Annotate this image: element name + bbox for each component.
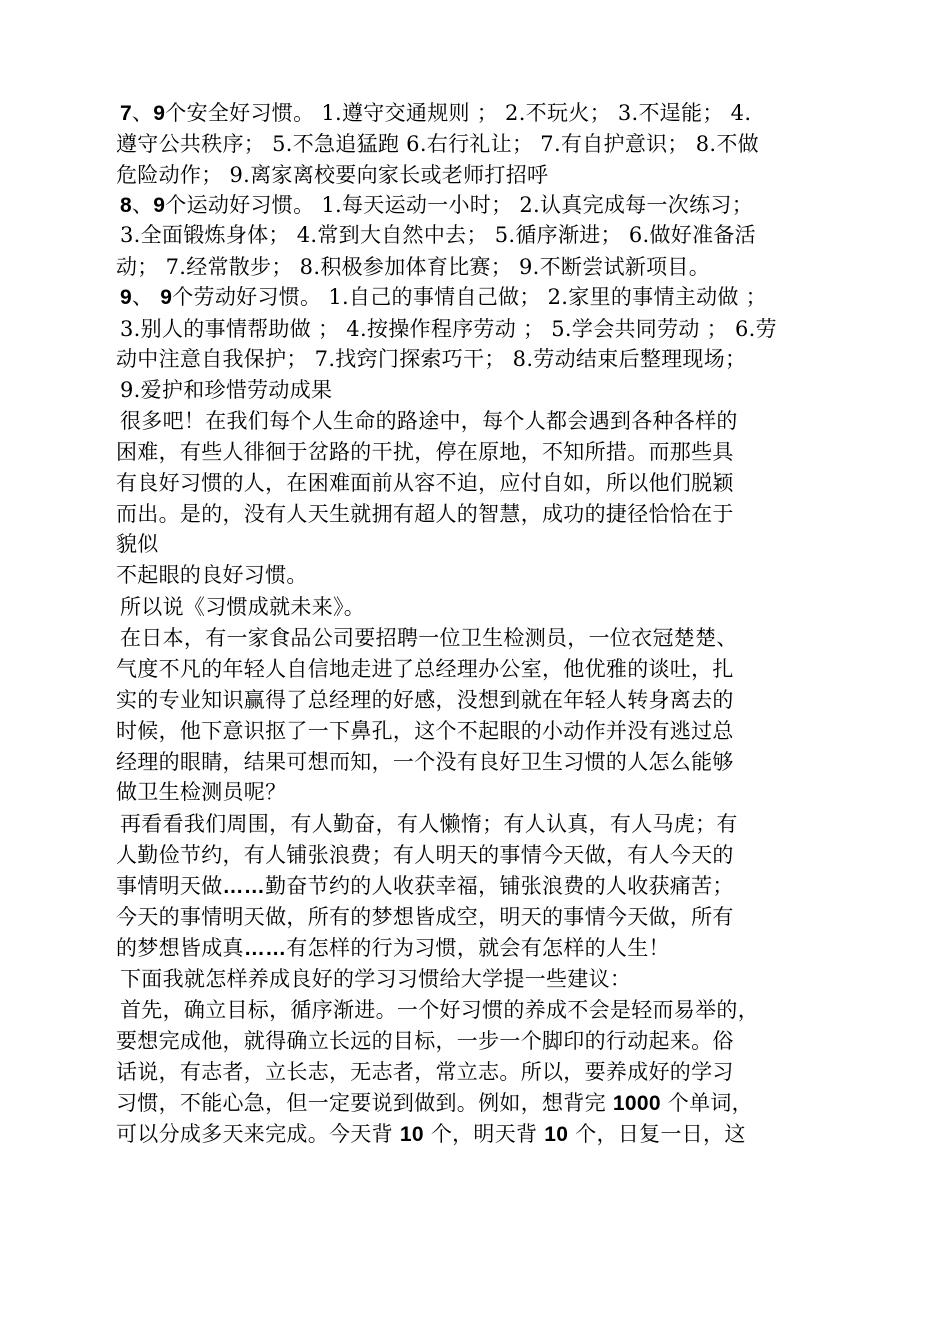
text-line <box>120 312 777 346</box>
text-segment: 事情明天做 <box>116 874 223 898</box>
text-segment: 不起眼的良好习惯。 <box>116 563 308 587</box>
text-segment: 很多吧！在我们每个人生命的路途中，每个人都会遇到各种各样的 <box>120 409 738 433</box>
text-line <box>120 807 738 841</box>
text-segment: 经理的眼睛，结果可想而知，一个没有良好卫生习惯的人怎么能够 <box>116 750 734 774</box>
text-line <box>116 900 734 934</box>
text-segment: 3.全面锻炼身体； 4.常到大自然中去； 5.循序渐进； 6.做好准备活 <box>120 223 756 247</box>
bold-text: …… <box>243 937 287 960</box>
text-line <box>116 683 734 717</box>
text-line <box>116 714 734 748</box>
text-segment: 有良好习惯的人，在困难面前从容不迫，应付自如，所以他们脱颖 <box>116 471 734 495</box>
text-segment: 困难，有些人徘徊于岔路的干扰，停在原地，不知所措。而那些具 <box>116 440 734 464</box>
text-line <box>116 466 734 500</box>
text-line <box>116 527 159 561</box>
text-segment: 习惯，不能心急，但一定要说到做到。例如，想背完 <box>116 1091 613 1115</box>
text-segment: 再看看我们周围，有人勤奋，有人懒惰；有人认真，有人马虎；有 <box>120 812 738 836</box>
text-line <box>120 993 759 1027</box>
text-line <box>120 96 751 130</box>
text-segment: 、 <box>131 101 154 125</box>
text-line <box>116 838 734 872</box>
text-line <box>116 342 746 376</box>
text-segment: 实的专业知识赢得了总经理的好感，没想到就在年轻人转身离去的 <box>116 688 734 712</box>
text-line <box>116 1024 734 1058</box>
text-segment: 3.别人的事情帮助做 ； 4.按操作程序劳动 ； 5.学会共同劳动 ； 6.劳 <box>120 317 777 341</box>
text-line <box>116 652 734 686</box>
text-segment: 人勤俭节约，有人铺张浪费；有人明天的事情今天做，有人今天的 <box>116 843 734 867</box>
text-segment: 个安全好习惯。 1.遵守交通规则 ； 2.不玩火； 3.不逞能； 4. <box>165 101 752 125</box>
bold-text: 7 <box>120 102 132 125</box>
text-segment: 所以说《习惯成就未来》。 <box>120 595 366 619</box>
bold-text: 9 <box>153 102 166 125</box>
text-line <box>116 775 286 809</box>
text-segment: 9.爱护和珍惜劳动成果 <box>120 378 333 402</box>
text-segment: 貌似 <box>116 532 159 556</box>
text-segment: 今天的事情明天做，所有的梦想皆成空，明天的事情今天做，所有 <box>116 905 734 929</box>
text-segment: 可以分成多天来完成。今天背 <box>116 1122 400 1146</box>
text-line <box>116 745 734 779</box>
text-segment: 个，明天背 <box>423 1122 545 1146</box>
bold-text: 10 <box>544 1123 569 1146</box>
text-line <box>116 435 734 469</box>
text-line <box>120 188 753 222</box>
text-line <box>116 558 308 592</box>
text-segment: 个，日复一日，这 <box>568 1122 746 1146</box>
text-segment: 个单词， <box>660 1091 753 1115</box>
text-segment: 动中注意自我保护； 7.找窍门探索巧干； 8.劳动结束后整理现场； <box>116 347 747 371</box>
bold-text: 9 <box>120 286 132 309</box>
text-segment: 勤奋节约的人收获幸福，铺张浪费的人收获痛苦； <box>265 874 734 898</box>
text-line <box>120 404 738 438</box>
text-line <box>116 1086 753 1120</box>
bold-text: 10 <box>399 1123 424 1146</box>
text-segment: 个劳动好习惯。 1.自己的事情自己做； 2.家里的事情主动做 ； <box>172 285 767 309</box>
text-segment: 动； 7.经常散步； 8.积极参加体育比赛； 9.不断尝试新项目。 <box>116 255 711 279</box>
text-segment: 要想完成他，就得确立长远的目标，一步一个脚印的行动起来。俗 <box>116 1029 734 1053</box>
text-line <box>120 590 365 624</box>
text-segment: 危险动作； 9.离家离校要向家长或老师打招呼 <box>116 163 549 187</box>
text-line <box>116 497 734 531</box>
text-segment: 气度不凡的年轻人自信地走进了总经理办公室，他优雅的谈吐，扎 <box>116 657 734 681</box>
bold-text: …… <box>222 875 266 898</box>
text-segment: 而出。是的，没有人天生就拥有超人的智慧，成功的捷径恰恰在于 <box>116 502 734 526</box>
text-line <box>116 250 710 284</box>
text-line <box>120 962 631 996</box>
text-segment: 首先，确立目标，循序渐进。一个好习惯的养成不会是轻而易举的， <box>120 998 759 1022</box>
text-segment: 有怎样的行为习惯，就会有怎样的人生！ <box>286 936 670 960</box>
text-line <box>120 280 767 314</box>
text-line <box>116 931 670 965</box>
text-segment: 、 <box>131 193 154 217</box>
text-segment: 、 <box>131 285 161 309</box>
text-segment: 话说，有志者，立长志，无志者，常立志。所以，要养成好的学习 <box>116 1060 734 1084</box>
text-line <box>120 373 332 407</box>
text-segment: 个运动好习惯。 1.每天运动一小时； 2.认真完成每一次练习； <box>165 193 754 217</box>
bold-text: 1000 <box>612 1092 661 1115</box>
text-segment: 时候，他下意识抠了一下鼻孔，这个不起眼的小动作并没有逃过总 <box>116 719 734 743</box>
text-segment: 在日本，有一家食品公司要招聘一位卫生检测员，一位衣冠楚楚、 <box>120 626 738 650</box>
text-line <box>116 158 548 192</box>
text-line <box>116 1055 734 1089</box>
bold-text: 8 <box>120 194 132 217</box>
bold-text: 9 <box>160 286 173 309</box>
text-segment: 做卫生检测员呢？ <box>116 780 287 804</box>
text-line <box>116 1117 746 1151</box>
text-line <box>116 869 734 903</box>
text-line <box>120 621 738 655</box>
text-segment: 下面我就怎样养成良好的学习习惯给大学提一些建议： <box>120 967 632 991</box>
bold-text: 9 <box>153 194 166 217</box>
text-line <box>120 218 756 252</box>
text-line <box>116 127 759 161</box>
text-segment: 遵守公共秩序； 5.不急追猛跑 6.右行礼让； 7.有自护意识； 8.不做 <box>116 132 759 156</box>
text-segment: 的梦想皆成真 <box>116 936 244 960</box>
